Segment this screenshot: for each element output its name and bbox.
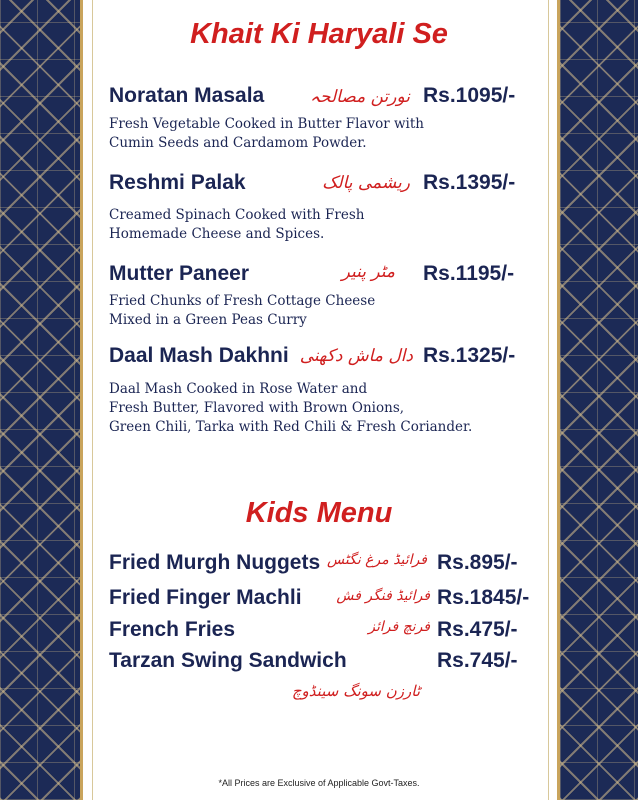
- item-urdu-reshmi: ریشمی پالک: [322, 173, 410, 193]
- desc-line: Creamed Spinach Cooked with Fresh: [109, 207, 365, 223]
- item-desc-noratan: [109, 115, 424, 153]
- desc-line: Fresh Butter, Flavored with Brown Onions,: [109, 400, 405, 416]
- desc-line: Mixed in a Green Peas Curry: [109, 312, 307, 328]
- desc-line: Daal Mash Cooked in Rose Water and: [109, 381, 368, 397]
- item-price-sandwich: Rs.745/-: [437, 649, 518, 672]
- item-name-noratan: Noratan Masala: [109, 84, 265, 107]
- item-urdu-nuggets: فرائیڈ مرغ نگٹس: [327, 552, 427, 568]
- desc-line: Homemade Cheese and Spices.: [109, 226, 325, 242]
- item-price-fries: Rs.475/-: [437, 618, 518, 641]
- desc-line: Green Chili, Tarka with Red Chili & Fresh Coriander.: [109, 419, 473, 435]
- item-urdu-noratan: نورتن مصالحہ: [310, 87, 410, 107]
- item-price-mutter: Rs.1195/-: [423, 262, 515, 285]
- item-name-mutter: Mutter Paneer: [109, 262, 250, 285]
- item-urdu-fries: فرنچ فرائز: [368, 619, 430, 635]
- item-name-nuggets: Fried Murgh Nuggets: [109, 551, 321, 574]
- right-gold-rule: [557, 0, 560, 800]
- price-footnote: *All Prices are Exclusive of Applicable Govt-Taxes.: [218, 778, 420, 788]
- item-name-machli: Fried Finger Machli: [109, 586, 302, 609]
- left-gold-rule: [80, 0, 83, 800]
- item-name-daal: Daal Mash Dakhni: [109, 344, 289, 367]
- item-price-machli: Rs.1845/-: [437, 586, 530, 609]
- item-urdu-mutter: مٹر پنیر: [341, 262, 395, 282]
- item-desc-daal: [109, 380, 472, 437]
- item-name-sandwich: Tarzan Swing Sandwich: [109, 649, 347, 672]
- item-name-fries: French Fries: [109, 618, 236, 641]
- desc-line: Fresh Vegetable Cooked in Butter Flavor with: [109, 116, 424, 132]
- section-title-haryali: Khait Ki Haryali Se: [190, 18, 448, 50]
- item-name-reshmi: Reshmi Palak: [109, 171, 246, 194]
- item-price-reshmi: Rs.1395/-: [423, 171, 516, 194]
- item-price-daal: Rs.1325/-: [423, 344, 516, 367]
- item-urdu-daal: دال ماش دکھنی: [299, 346, 413, 366]
- item-desc-mutter: [109, 292, 375, 330]
- item-urdu-machli: فرائیڈ فنگر فش: [336, 588, 430, 604]
- item-urdu-sandwich: ٹارزن سونگ سینڈوچ: [291, 682, 420, 700]
- section-title-kids: Kids Menu: [245, 497, 393, 529]
- desc-line: Fried Chunks of Fresh Cottage Cheese: [109, 293, 376, 309]
- panel-right-rule: [548, 0, 549, 800]
- right-pattern-border: [560, 0, 638, 800]
- left-pattern-border: [0, 0, 80, 800]
- item-price-nuggets: Rs.895/-: [437, 551, 518, 574]
- item-desc-reshmi: [109, 206, 364, 244]
- panel-left-rule: [92, 0, 93, 800]
- desc-line: Cumin Seeds and Cardamom Powder.: [109, 135, 367, 151]
- item-price-noratan: Rs.1095/-: [423, 84, 516, 107]
